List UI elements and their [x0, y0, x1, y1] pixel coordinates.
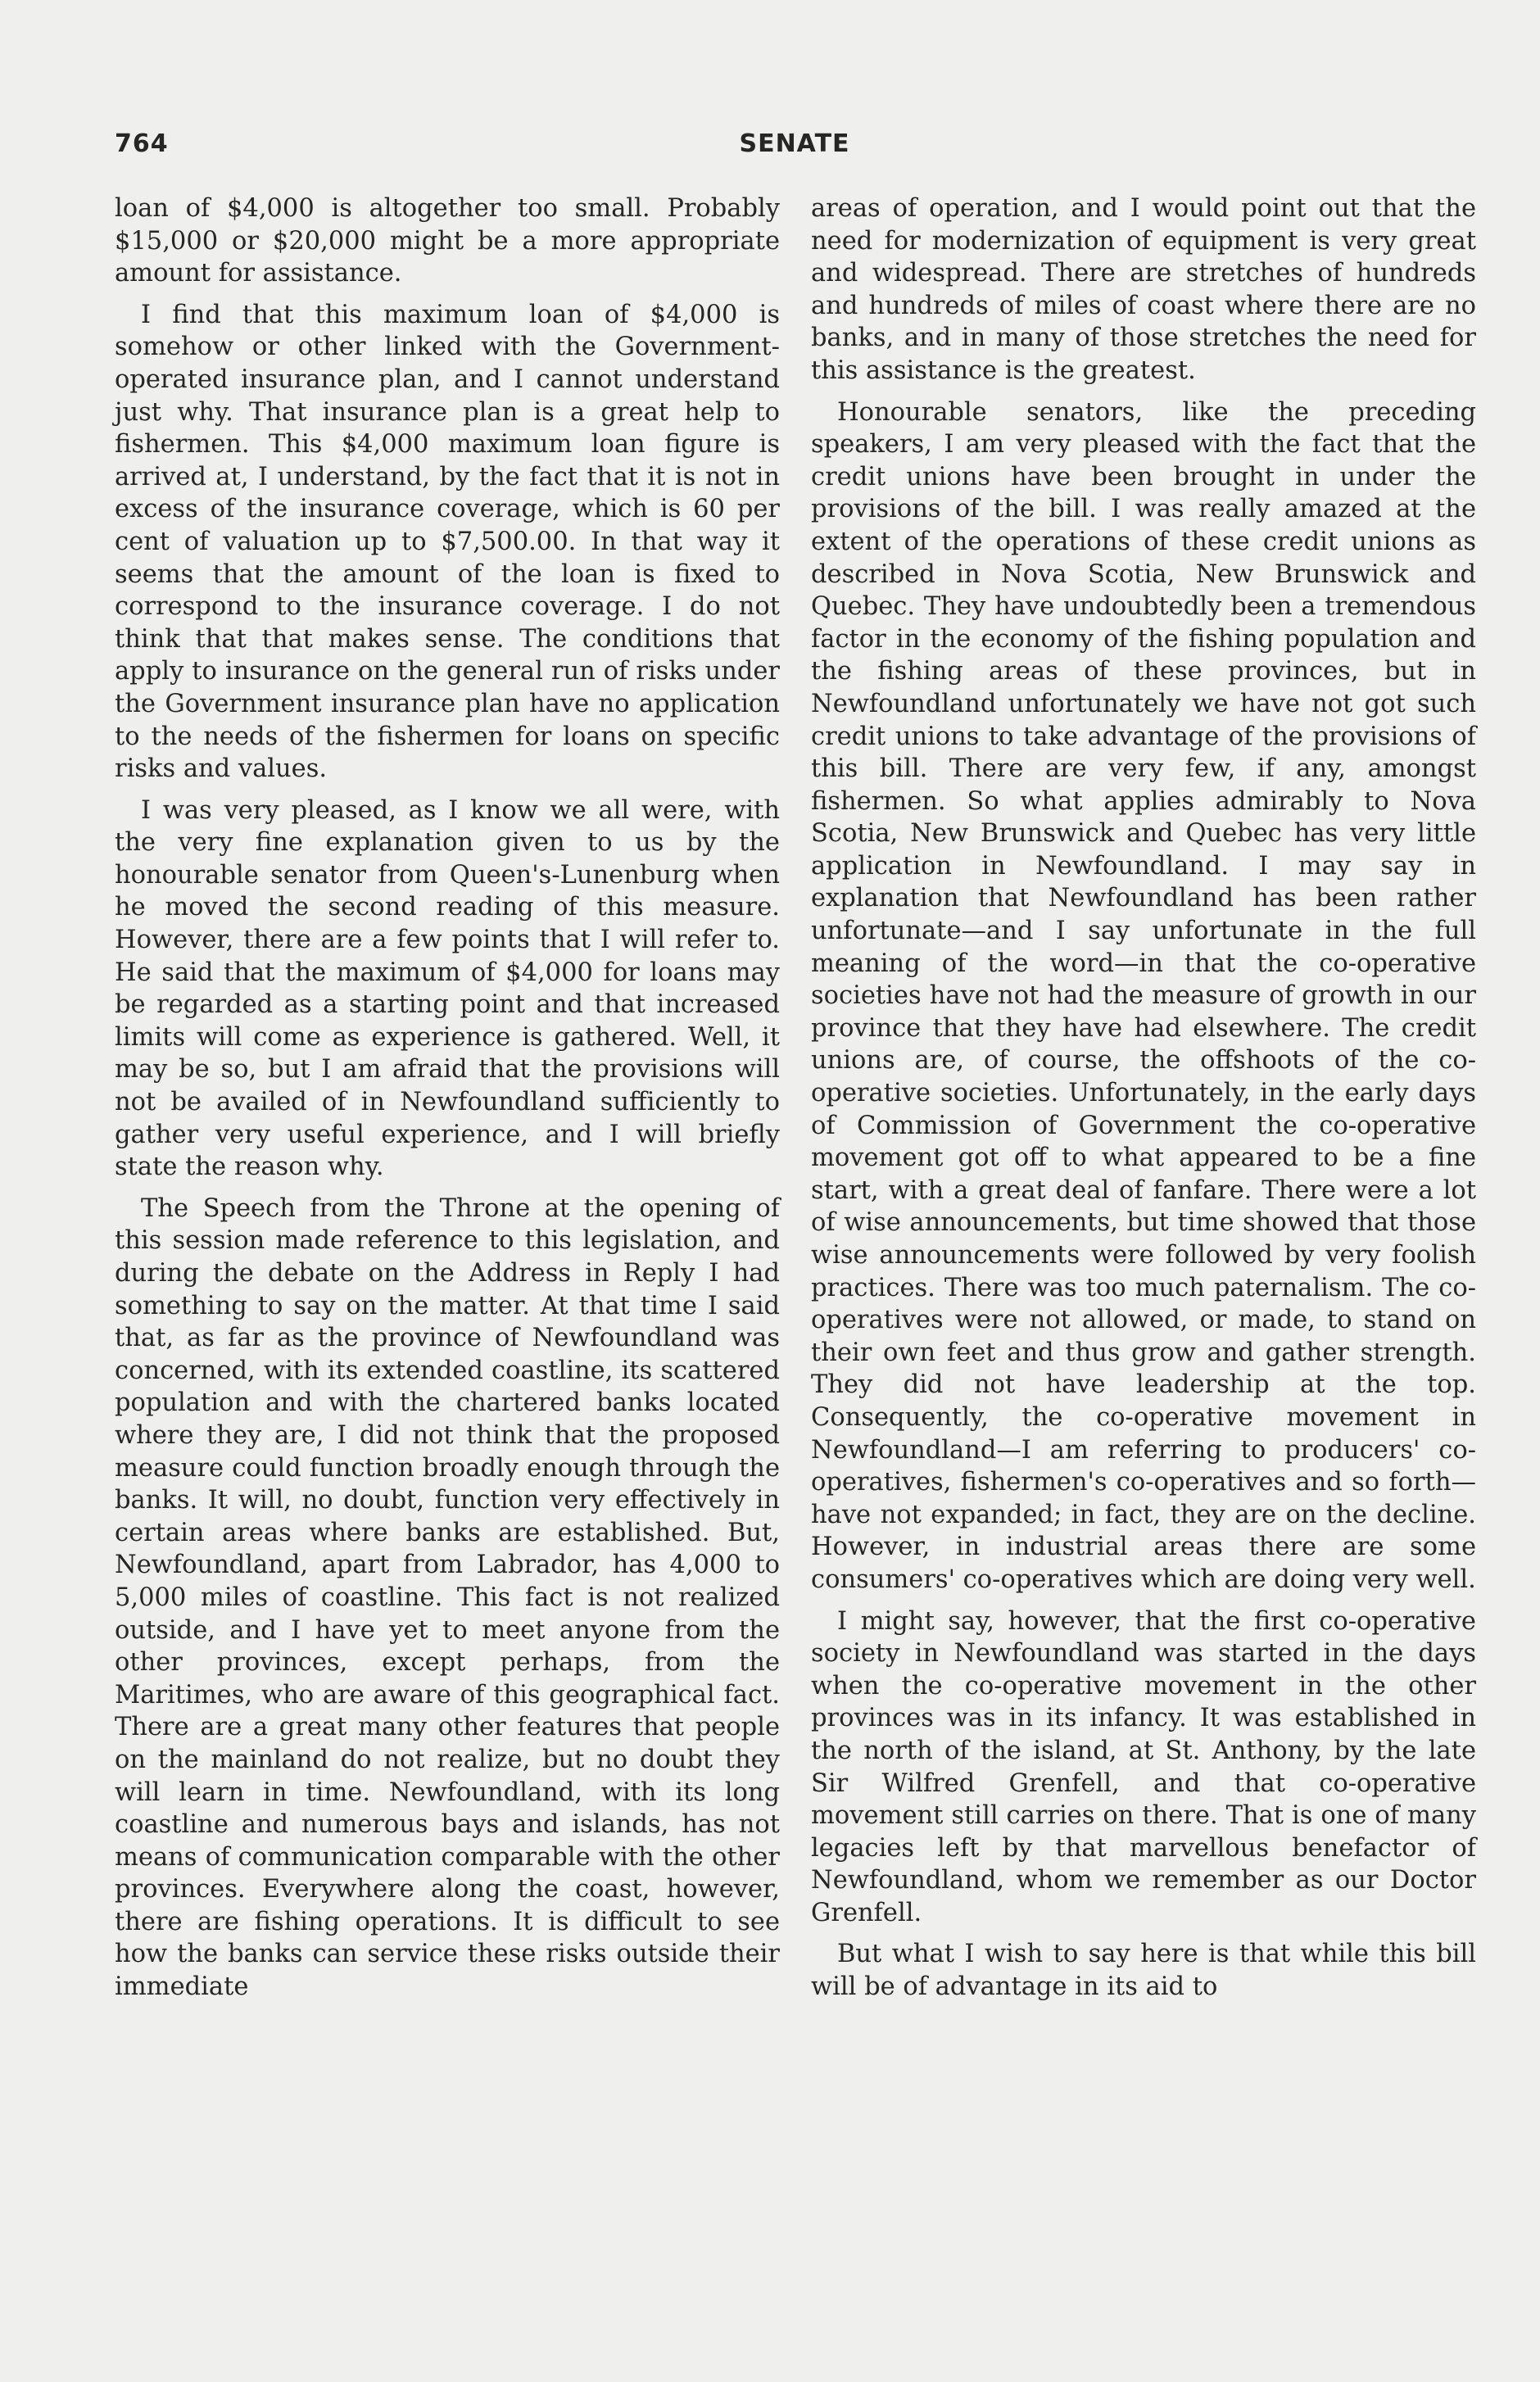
- paragraph: Honourable senators, like the preceding speakers, I am very pleased with the fact that the credit unions have been brought in under the provisions of the bill. I was really amazed at the extent of the operations of these credit unions as described in Nova Scotia, New Brunswick and Quebec. They have undoubtedly been a tremendous factor in the economy of the fishing population and the fishing areas of these provinces, but in Newfoundland unfortunately we have not got such credit unions to take advantage of the provisions of this bill. There are very few, if any, amongst fishermen. So what applies admirably to Nova Scotia, New Brunswick and Quebec has very little application in Newfoundland. I may say in explanation that Newfoundland has been rather unfortunate—and I say unfortunate in the full meaning of the word—in that the co-operative societies have not had the measure of growth in our province that they have had elsewhere. The credit unions are, of course, the offshoots of the co-operative societies. Unfortunately, in the early days of Commission of Government the co-operative movement got off to what appeared to be a fine start, with a great deal of fanfare. There were a lot of wise announcements, but time showed that those wise announcements were followed by very foolish practices. There was too much paternalism. The co-operatives were not allowed, or made, to stand on their own feet and thus grow and gather strength. They did not have leadership at the top. Consequently, the co-operative movement in Newfoundland—I am referring to producers' co-operatives, fishermen's co-operatives and so forth—have not expanded; in fact, they are on the decline. However, in industrial areas there are some consumers' co-operatives which are doing very well.: [811, 397, 1476, 1594]
- page-number: 764: [115, 129, 169, 158]
- paragraph: But what I wish to say here is that while this bill will be of advantage in its aid to: [811, 1940, 1476, 2002]
- right-column: [811, 192, 1476, 2013]
- paragraph: areas of operation, and I would point out that the need for modernization of equipment is very great and widespread. There are stretches of hundreds and hundreds of miles of coast where there are no banks, and in many of those stretches the need for this assistance is the greatest.: [811, 194, 1476, 385]
- paragraph: loan of $4,000 is altogether too small. Probably $15,000 or $20,000 might be a more appropriate amount for assistance.: [115, 194, 780, 288]
- paragraph: I find that this maximum loan of $4,000 is somehow or other linked with the Government-operated insurance plan, and I cannot understand just why. That insurance plan is a great help to fishermen. This $4,000 maximum loan figure is arrived at, I understand, by the fact that it is not in excess of the insurance coverage, which is 60 per cent of valuation up to $7,500.00. In that way it seems that the amount of the loan is fixed to correspond to the insurance coverage. I do not think that that makes sense. The conditions that apply to insurance on the general run of risks under the Government insurance plan have no application to the needs of the fishermen for loans on specific risks and values.: [115, 300, 780, 784]
- paragraph: The Speech from the Throne at the opening of this session made reference to this legislation, and during the debate on the Address in Reply I had something to say on the matter. At that time I said that, as far as the province of Newfoundland was concerned, with its extended coastline, its scattered population and with the chartered banks located where they are, I did not think that the proposed measure could function broadly enough through the banks. It will, no doubt, function very effectively in certain areas where banks are established. But, Newfoundland, apart from Labrador, has 4,000 to 5,000 miles of coastline. This fact is not realized outside, and I have yet to meet anyone from the other provinces, except perhaps, from the Maritimes, who are aware of this geographical fact. There are a great many other features that people on the mainland do not realize, but no doubt they will learn in time. Newfoundland, with its long coastline and numerous bays and islands, has not means of communication comparable with the other provinces. Everywhere along the coast, however, there are fishing operations. It is difficult to see how the banks can service these risks outside their immediate: [115, 1193, 780, 2002]
- paragraph: I was very pleased, as I know we all were, with the very fine explanation given to us by the honourable senator from Queen's-Lunenburg when he moved the second reading of this measure. However, there are a few points that I will refer to. He said that the maximum of $4,000 for loans may be regarded as a starting point and that increased limits will come as experience is gathered. Well, it may be so, but I am afraid that the provisions will not be availed of in Newfoundland sufficiently to gather very useful experience, and I will briefly state the reason why.: [115, 795, 780, 1182]
- paragraph: I might say, however, that the first co-operative society in Newfoundland was started in the days when the co-operative movement in the other provinces was in its infancy. It was established in the north of the island, at St. Anthony, by the late Sir Wilfred Grenfell, and that co-operative movement still carries on there. That is one of many legacies left by that marvellous benefactor of Newfoundland, whom we remember as our Doctor Grenfell.: [811, 1606, 1476, 1927]
- page-header: [115, 129, 1474, 169]
- left-column: [115, 192, 780, 2013]
- running-title: SENATE: [739, 129, 850, 158]
